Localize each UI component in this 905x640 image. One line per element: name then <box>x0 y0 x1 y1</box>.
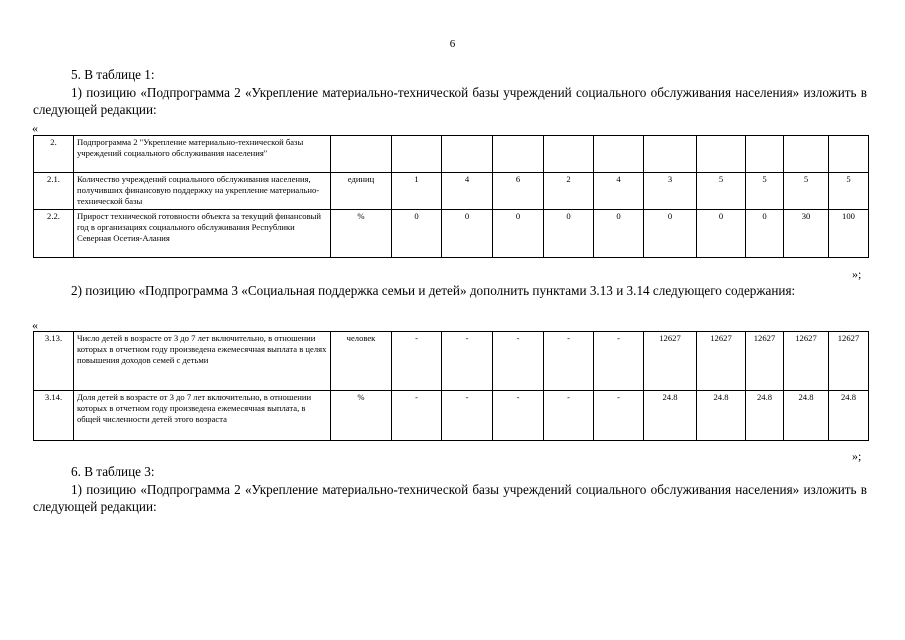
unit-cell: % <box>331 210 392 258</box>
table-1 <box>33 135 869 258</box>
row-number-cell: 2.1. <box>34 173 74 210</box>
value-cell: 24.8 <box>746 391 784 441</box>
value-cell: - <box>442 332 493 391</box>
value-cell: 6 <box>493 173 544 210</box>
value-cell: - <box>392 332 442 391</box>
value-cell: 0 <box>442 210 493 258</box>
value-cell: 100 <box>829 210 869 258</box>
value-cell: - <box>594 332 644 391</box>
indicator-name-cell: Число детей в возрасте от 3 до 7 лет включительно, в отношении которых в отчетном году произведена ежемесячная выплата в целях повышения доходов семей с детьми <box>74 332 331 391</box>
value-cell: 5 <box>697 173 746 210</box>
value-cell: - <box>544 391 594 441</box>
value-cell: 12627 <box>829 332 869 391</box>
open-quote-2: « <box>32 318 38 332</box>
value-cell: 0 <box>594 210 644 258</box>
value-cell: 0 <box>544 210 594 258</box>
row-number-cell: 3.13. <box>34 332 74 391</box>
value-cell <box>594 136 644 173</box>
value-cell <box>442 136 493 173</box>
value-cell: - <box>392 391 442 441</box>
unit-cell <box>331 136 392 173</box>
value-cell: - <box>493 332 544 391</box>
value-cell: 3 <box>644 173 697 210</box>
value-cell: - <box>594 391 644 441</box>
value-cell <box>697 136 746 173</box>
section-6-heading: 6. В таблице 3: <box>71 464 155 479</box>
table-row <box>34 391 869 441</box>
value-cell: 1 <box>392 173 442 210</box>
open-quote-1: « <box>32 121 38 135</box>
item-2-paragraph: 2) позицию «Подпрограмма 3 «Социальная поддержка семьи и детей» дополнить пунктами 3.13 и 3.14 следующего содержания: <box>71 283 796 298</box>
value-cell: 24.8 <box>784 391 829 441</box>
value-cell: 5 <box>746 173 784 210</box>
indicator-name-cell: Доля детей в возрасте от 3 до 7 лет включительно, в отношении которых в отчетном году произведена ежемесячная выплата, в общей численности детей этого возраста <box>74 391 331 441</box>
value-cell <box>644 136 697 173</box>
value-cell: 2 <box>544 173 594 210</box>
section-5-heading: 5. В таблице 1: <box>71 67 155 82</box>
value-cell <box>784 136 829 173</box>
value-cell <box>493 136 544 173</box>
close-quote-2: »; <box>852 449 862 463</box>
value-cell: 24.8 <box>644 391 697 441</box>
value-cell: 4 <box>594 173 644 210</box>
item-1-paragraph: 1) позицию «Подпрограмма 2 «Укрепление материально-технической базы учреждений социального обслуживания населения» изложить в следующей редакции: <box>33 85 867 117</box>
value-cell: 5 <box>784 173 829 210</box>
table-row <box>34 332 869 391</box>
value-cell: 0 <box>392 210 442 258</box>
table-row <box>34 173 869 210</box>
value-cell: 0 <box>493 210 544 258</box>
value-cell: 12627 <box>746 332 784 391</box>
indicator-name-cell: Количество учреждений социального обслуживания населения, получивших финансовую поддержку на укрепление материально-технической базы <box>74 173 331 210</box>
value-cell <box>544 136 594 173</box>
value-cell: 12627 <box>644 332 697 391</box>
value-cell: 24.8 <box>829 391 869 441</box>
value-cell <box>392 136 442 173</box>
value-cell: 30 <box>784 210 829 258</box>
value-cell: - <box>493 391 544 441</box>
value-cell: - <box>544 332 594 391</box>
row-number-cell: 2. <box>34 136 74 173</box>
value-cell: 24.8 <box>697 391 746 441</box>
close-quote-1: »; <box>852 267 862 281</box>
row-number-cell: 2.2. <box>34 210 74 258</box>
value-cell <box>829 136 869 173</box>
value-cell <box>746 136 784 173</box>
value-cell: 0 <box>697 210 746 258</box>
value-cell: 4 <box>442 173 493 210</box>
table-2 <box>33 331 869 441</box>
indicator-name-cell: Подпрограмма 2 "Укрепление материально-технической базы учреждений социального обслуживания населения" <box>74 136 331 173</box>
table-row <box>34 136 869 173</box>
indicator-name-cell: Прирост технической готовности объекта за текущий финансовый год в организациях социального обслуживания Республики Северная Осетия-Алания <box>74 210 331 258</box>
value-cell: 5 <box>829 173 869 210</box>
unit-cell: % <box>331 391 392 441</box>
value-cell: 0 <box>746 210 784 258</box>
table-row <box>34 210 869 258</box>
page-number: 6 <box>449 38 456 50</box>
table-3-item-1-paragraph: 1) позицию «Подпрограмма 2 «Укрепление материально-технической базы учреждений социального обслуживания населения» изложить в следующей редакции: <box>33 482 867 514</box>
value-cell: - <box>442 391 493 441</box>
unit-cell: человек <box>331 332 392 391</box>
value-cell: 0 <box>644 210 697 258</box>
unit-cell: единиц <box>331 173 392 210</box>
row-number-cell: 3.14. <box>34 391 74 441</box>
value-cell: 12627 <box>697 332 746 391</box>
value-cell: 12627 <box>784 332 829 391</box>
